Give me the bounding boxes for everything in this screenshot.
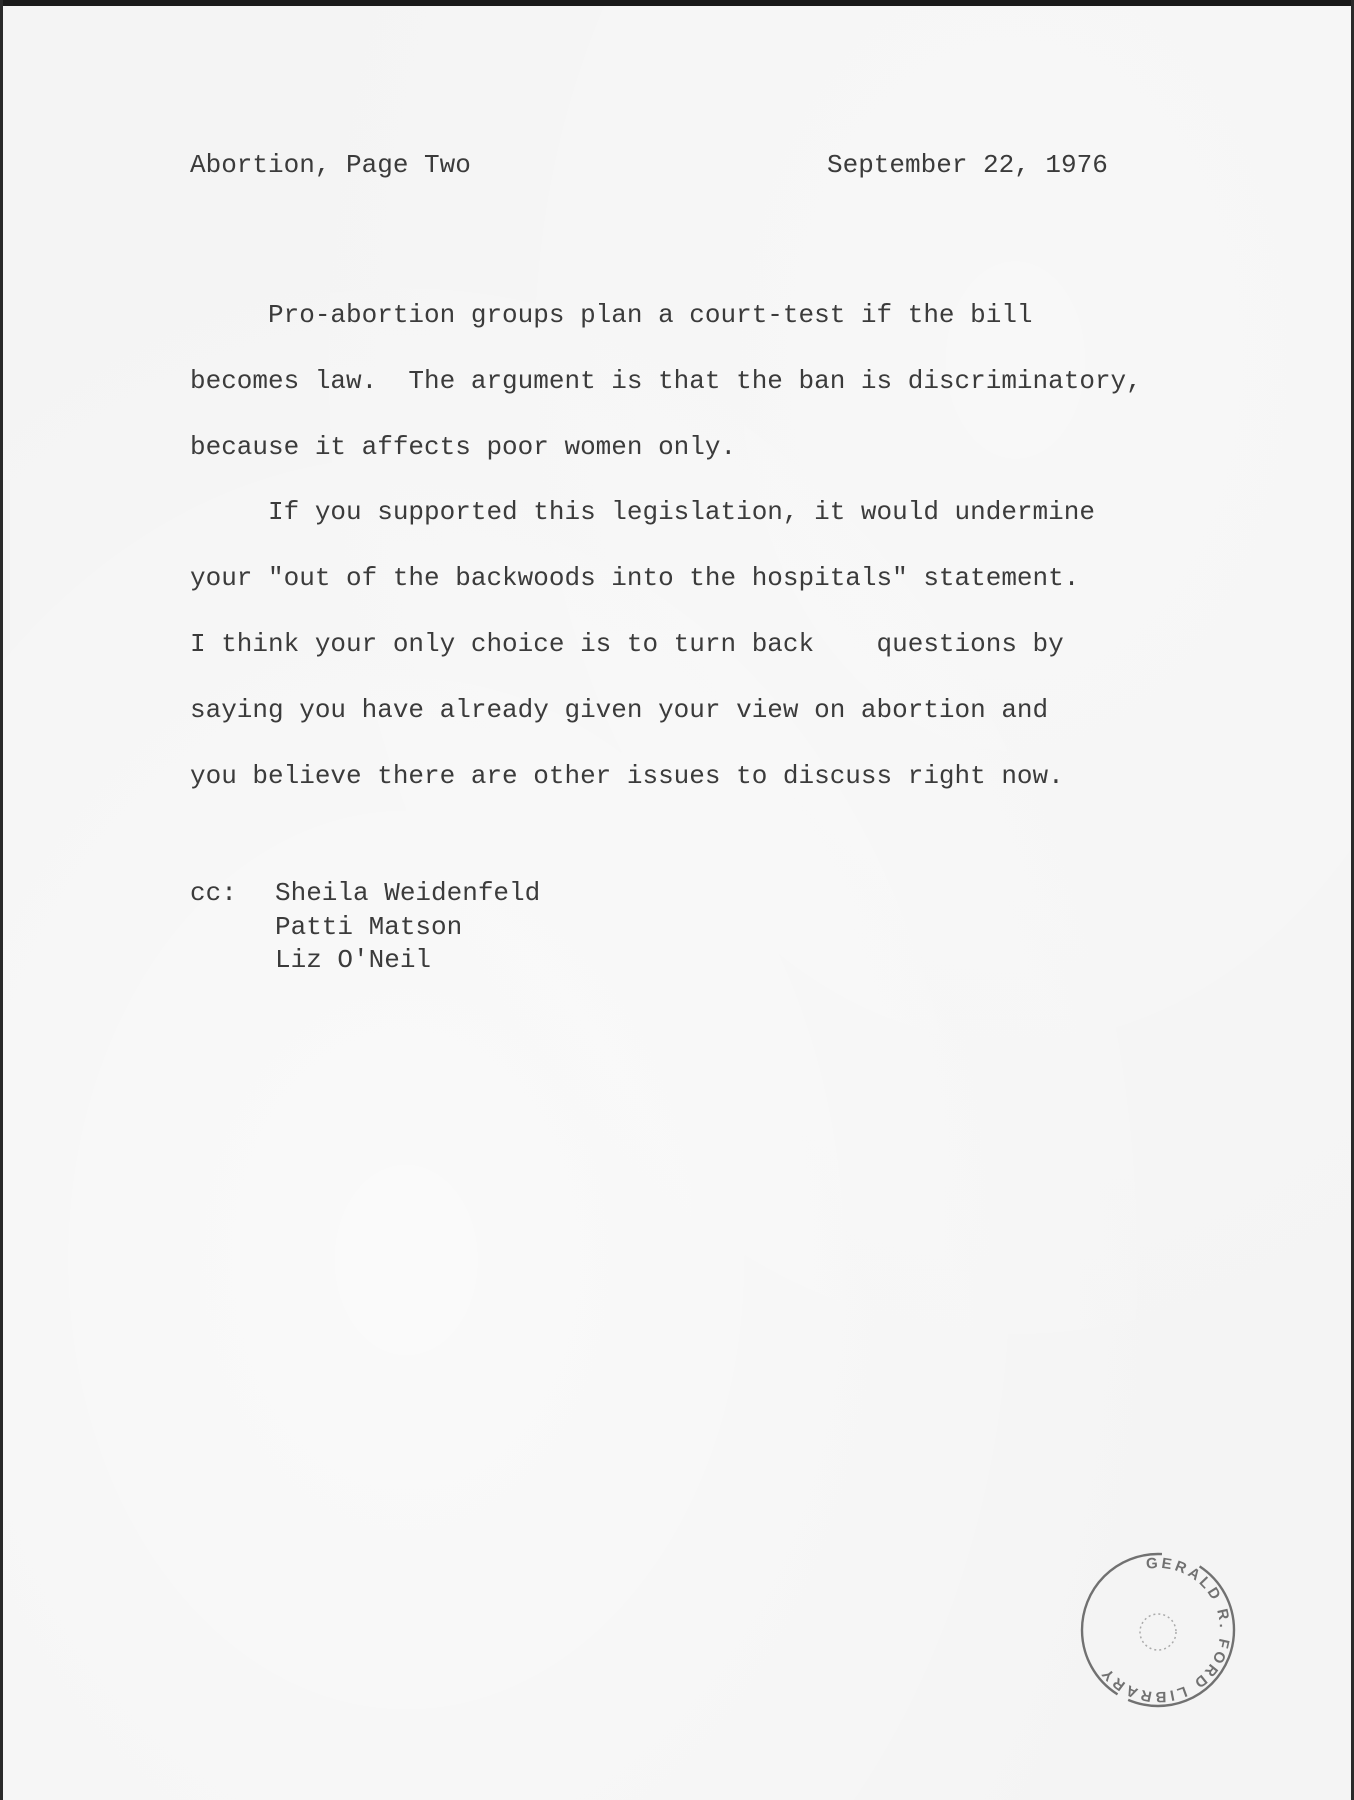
memo-body	[190, 283, 1270, 809]
scan-border-left	[0, 0, 3, 1800]
scan-border-top	[0, 0, 1354, 6]
cc-recipients	[275, 877, 540, 978]
cc-recipient: Patti Matson	[275, 911, 463, 942]
body-line: your "out of the backwoods into the hospitals" statement.	[190, 563, 1080, 594]
page-header-date: September 22, 1976	[827, 150, 1108, 180]
body-line: I think your only choice is to turn back questions by	[190, 628, 1064, 659]
stamp-outer-ring	[1082, 1554, 1234, 1706]
body-line: becomes law. The argument is that the ban is discriminatory,	[190, 365, 1142, 396]
body-line: If you supported this legislation, it would undermine	[190, 497, 1095, 528]
page-header-title: Abortion, Page Two	[190, 150, 471, 180]
body-line: because it affects poor women only.	[190, 431, 737, 462]
library-stamp-seal	[1068, 1540, 1248, 1720]
body-line: you believe there are other issues to discuss right now.	[190, 760, 1064, 791]
body-line: saying you have already given your view on abortion and	[190, 694, 1049, 725]
stamp-center-seal	[1140, 1614, 1176, 1650]
cc-label: cc:	[190, 878, 237, 908]
body-line: Pro-abortion groups plan a court-test if the bill	[190, 300, 1033, 330]
cc-recipient: Liz O'Neil	[275, 945, 432, 975]
stamp-text-path: GERALD R. FORD LIBRARY	[1097, 1554, 1234, 1706]
cc-recipient: Sheila Weidenfeld	[275, 878, 541, 908]
